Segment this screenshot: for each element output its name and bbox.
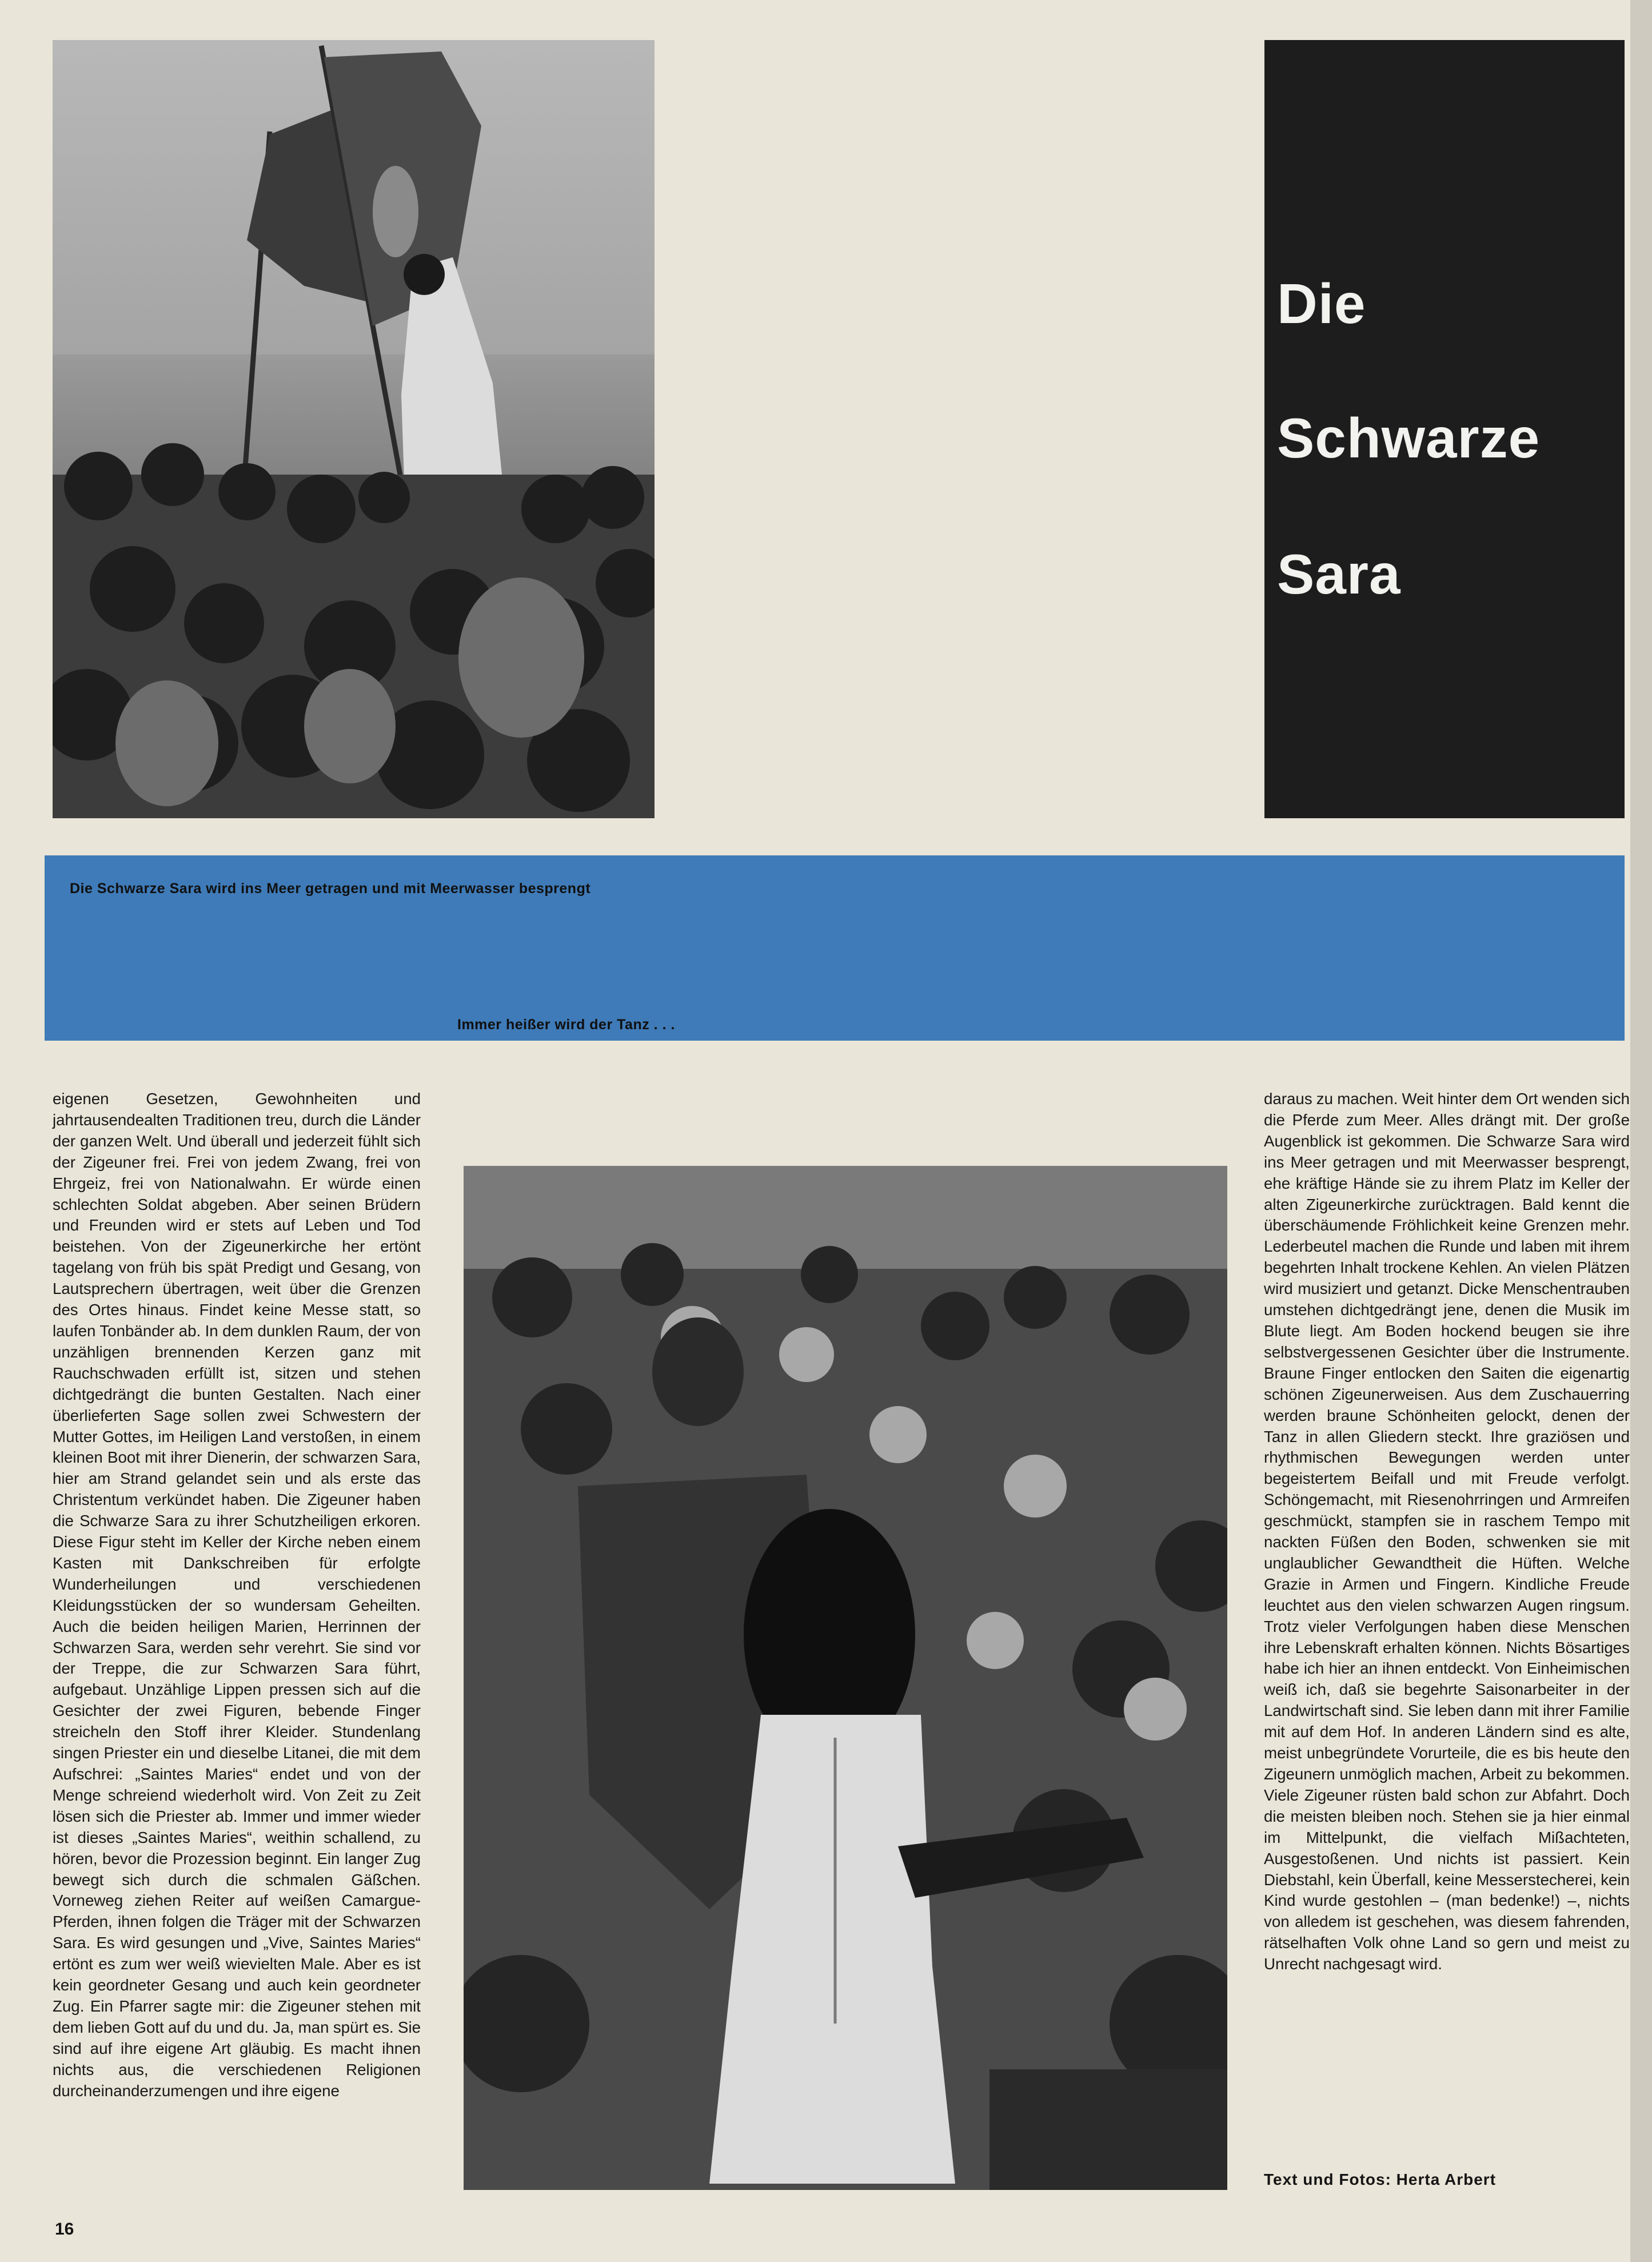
right-text-column: daraus zu machen. Weit hinter dem Ort wenden sich die Pferde zum Meer. Alles drängt mit. Der große Augenblick ist gekommen. Die Schwarze Sara wird ins Meer getragen und mit Meerwasser besprengt, ehe kräftige Hände sie zu ihrem Platz im Keller der alten Zigeunerkirche zurücktragen. Bald kennt die überschäumende Fröhlichkeit keine Grenzen mehr. Lederbeutel machen die Runde und laben mit ihrem begehrten Inhalt trockene Kehlen. An vielen Plätzen wird musiziert und getanzt. Dicke Menschentrauben umstehen dichtgedrängt jene, denen die Musik im Blute liegt. Am Boden hockend beugen sie ihre selbstvergessenen Gesichter über die Instrumente. Braune Finger entlocken den Saiten die eigenartig schönen Zigeunerweisen. Aus dem Zuschauerring werden braune Schönheiten gelockt, denen der Tanz in allen Gliedern steckt. Ihre graziösen und rhythmischen Bewegungen werden unter begeistertem Beifall und mit Freude verfolgt. Schöngemacht, mit Riesenohrringen und Armreifen geschmückt, stampfen sie in raschem Tempo mit nackten Füßen den Boden, schwenken sie mit unglaublicher Gewandtheit die Hüften. Welche Grazie in Armen und Fingern. Kindliche Freude leuchtet aus den vielen schwarzen Augen ringsum. Trotz vieler Verfolgungen haben diese Menschen ihre Lebenskraft erhalten können. Nichts Bösartiges habe ich hier an ihnen entdeckt. Von Einheimischen weiß ich, daß sie begehrte Saisonarbeiter in der Landwirtschaft sind. Sie leben dann mit ihrer Familie mit auf dem Hof. In anderen Ländern sind es alte, meist unbegründete Vorurteile, die es bis heute den Zigeunern unmöglich machen, Arbeit zu bekommen. Viele Zigeuner rüsten bald schon zur Abfahrt. Doch die meisten bleiben noch. Stehen sie ja hier einmal im Mittelpunkt, die vielfach Mißachteten, Ausgestoßenen. Und nichts ist passiert. Kein Diebstahl, kein Überfall, keine Messerstecherei, kein Kind wurde gestohlen – (man bedenke!) –, nichts von alledem ist geschehen, was diesem fahrenden, rätselhaften Volk ohne Land so gern und meist zu Unrecht nachgesagt wird. — [1264, 1090, 1630, 1973]
page-number: 16 — [55, 2220, 74, 2239]
caption-bottom: Immer heißer wird der Tanz . . . — [457, 1017, 675, 1033]
dance-photo — [464, 1166, 1227, 2190]
title-panel — [1264, 40, 1625, 818]
procession-photo — [53, 40, 655, 818]
caption-top: Die Schwarze Sara wird ins Meer getragen und mit Meerwasser besprengt — [70, 881, 591, 897]
caption-band — [45, 855, 1625, 1041]
page-edge — [1630, 0, 1652, 2262]
title-line-3: Sara — [1277, 543, 1401, 606]
title-line-2: Schwarze — [1277, 407, 1541, 469]
title-line-1: Die — [1277, 272, 1366, 335]
author-credit: Text und Fotos: Herta Arbert — [1264, 2171, 1497, 2188]
left-text-column: eigenen Gesetzen, Gewohnheiten und jahrtausendealten Traditionen treu, durch die Länder der ganzen Welt. Und überall und jederzeit fühlt sich der Zigeuner frei. Frei von jedem Zwang, frei von Ehrgeiz, frei von Nationalwahn. Er würde einen schlechten Soldat abgeben. Aber seinen Brüdern und Freunden wird er stets auf Leben und Tod beistehen. Von der Zigeunerkirche her ertönt tagelang von früh bis spät Predigt und Gesang, von Lautsprechern übertragen, weit über die Grenzen des Ortes hinaus. Findet keine Messe statt, so laufen Tonbänder ab. In dem dunklen Raum, der von unzähligen brennenden Kerzen ganz mit Rauchschwaden erfüllt ist, sitzen und stehen dichtgedrängt die bunten Gestalten. Nach einer überlieferten Sage sollen zwei Schwestern der Mutter Gottes, im Heiligen Land verstoßen, in einem kleinen Boot mit ihrer Dienerin, der schwarzen Sara, hier am Strand gelandet sein und als erste das Christentum verkündet haben. Die Zigeuner haben die Schwarze Sara zu ihrer Schutzheiligen erkoren. Diese Figur steht im Keller der Kirche neben einem Kasten mit Dankschreiben für erfolgte Wunderheilungen und verschiedenen Kleidungsstücken der so wundersam Geheilten. Auch die beiden heiligen Marien, Herrinnen der Schwarzen Sara, werden sehr verehrt. Sie sind vor der Treppe, die zur Schwarzen Sara führt, aufgebaut. Unzählige Lippen pressen sich auf die Gesichter der zwei Figuren, bebende Finger streicheln den Stoff ihrer Kleider. Stundenlang singen Priester ein und dieselbe Litanei, die mit dem Aufschrei: „Saintes Maries“ endet und von der Menge schreiend wiederholt wird. Von Zeit zu Zeit lösen sich die Priester ab. Immer und immer wieder ist dieses „Saintes Maries“, weithin schallend, zu hören, bevor die Prozession beginnt. Ein langer Zug bewegt sich durch die schmalen Gäßchen. Vorneweg ziehen Reiter auf weißen Camargue-Pferden, ihnen folgen die Träger mit der Schwarzen Sara. Es wird gesungen und „Vive, Saintes Maries“ ertönt es zum wer weiß wievielten Male. Aber es ist kein geordneter Gesang und auch kein geordneter Zug. Ein Pfarrer sagte mir: die Zigeuner stehen mit dem lieben Gott auf du und du. Ja, man spürt es. Sie sind auf ihre eigene Art gläubig. Es macht ihnen nichts aus, die verschiedenen Religionen durcheinanderzumengen und ihre eigene — [53, 1090, 421, 2100]
